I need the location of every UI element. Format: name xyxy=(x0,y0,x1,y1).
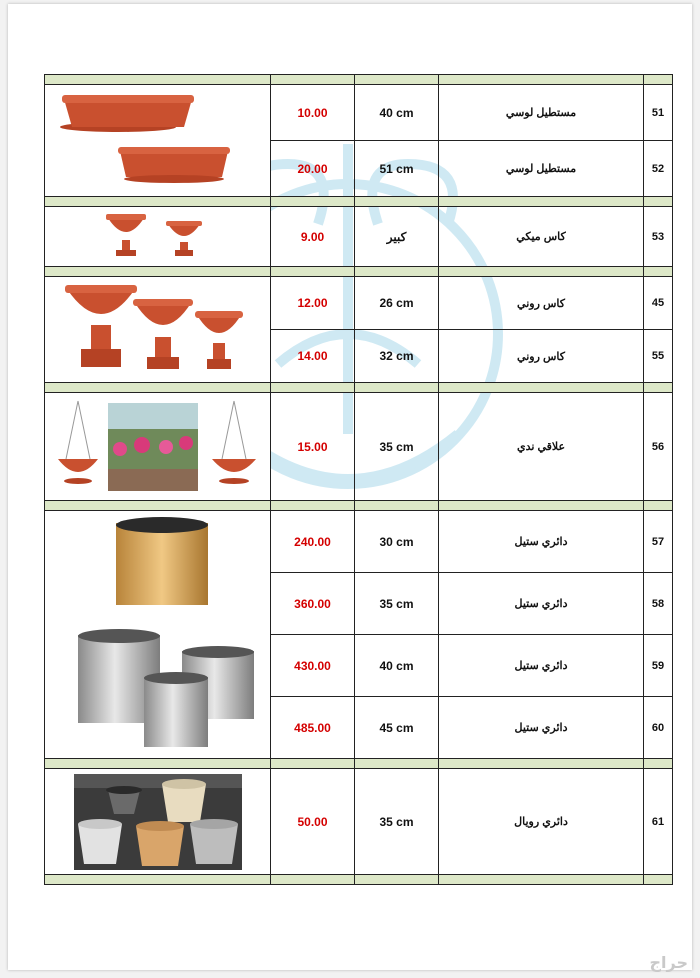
separator-row xyxy=(45,267,673,277)
name-cell: مستطيل لوسي xyxy=(439,141,644,197)
urn-planters-image xyxy=(45,277,271,383)
name-cell: دائري ستيل xyxy=(439,573,644,635)
size-cell: 40 cm xyxy=(355,85,439,141)
name-cell: دائري ستيل xyxy=(439,635,644,697)
hanging-planters-image xyxy=(45,393,271,501)
size-cell: 35 cm xyxy=(355,769,439,875)
size-cell: 40 cm xyxy=(355,635,439,697)
name-cell: علاقي ندي xyxy=(439,393,644,501)
separator-row xyxy=(45,197,673,207)
number-cell: 55 xyxy=(644,330,673,383)
steel-planters-image xyxy=(45,511,271,759)
rectangular-planters-image xyxy=(45,85,271,197)
size-cell: 32 cm xyxy=(355,330,439,383)
price-cell: 20.00 xyxy=(271,141,355,197)
price-cell: 9.00 xyxy=(271,207,355,267)
table-row xyxy=(45,277,673,330)
price-cell: 50.00 xyxy=(271,769,355,875)
brand-watermark: حراج xyxy=(649,953,688,972)
number-cell: 59 xyxy=(644,635,673,697)
table-row xyxy=(45,393,673,501)
size-cell: 35 cm xyxy=(355,573,439,635)
number-cell: 56 xyxy=(644,393,673,501)
size-cell: 30 cm xyxy=(355,511,439,573)
number-cell: 58 xyxy=(644,573,673,635)
price-cell: 430.00 xyxy=(271,635,355,697)
price-cell: 10.00 xyxy=(271,85,355,141)
name-cell: كاس روني xyxy=(439,330,644,383)
size-cell: 45 cm xyxy=(355,697,439,759)
size-cell: 51 cm xyxy=(355,141,439,197)
number-cell: 57 xyxy=(644,511,673,573)
table-row xyxy=(45,511,673,573)
price-cell: 14.00 xyxy=(271,330,355,383)
number-cell: 52 xyxy=(644,141,673,197)
number-cell: 45 xyxy=(644,277,673,330)
separator-row xyxy=(45,75,673,85)
price-cell: 12.00 xyxy=(271,277,355,330)
table-row xyxy=(45,207,673,267)
name-cell: مستطيل لوسي xyxy=(439,85,644,141)
separator-row xyxy=(45,383,673,393)
size-cell: 35 cm xyxy=(355,393,439,501)
price-cell: 15.00 xyxy=(271,393,355,501)
size-cell: كبير xyxy=(355,207,439,267)
cup-planters-image xyxy=(45,207,271,267)
catalog-page xyxy=(8,4,692,970)
name-cell: دائري ستيل xyxy=(439,511,644,573)
table-row xyxy=(45,85,673,141)
name-cell: دائري رويال xyxy=(439,769,644,875)
number-cell: 51 xyxy=(644,85,673,141)
price-cell: 240.00 xyxy=(271,511,355,573)
name-cell: كاس ميكي xyxy=(439,207,644,267)
name-cell: دائري ستيل xyxy=(439,697,644,759)
separator-row xyxy=(45,759,673,769)
price-cell: 360.00 xyxy=(271,573,355,635)
separator-row xyxy=(45,501,673,511)
price-cell: 485.00 xyxy=(271,697,355,759)
price-table xyxy=(44,74,673,885)
royal-planters-image xyxy=(45,769,271,875)
number-cell: 60 xyxy=(644,697,673,759)
separator-row xyxy=(45,875,673,885)
number-cell: 61 xyxy=(644,769,673,875)
number-cell: 53 xyxy=(644,207,673,267)
name-cell: كاس روني xyxy=(439,277,644,330)
table-row xyxy=(45,769,673,875)
size-cell: 26 cm xyxy=(355,277,439,330)
